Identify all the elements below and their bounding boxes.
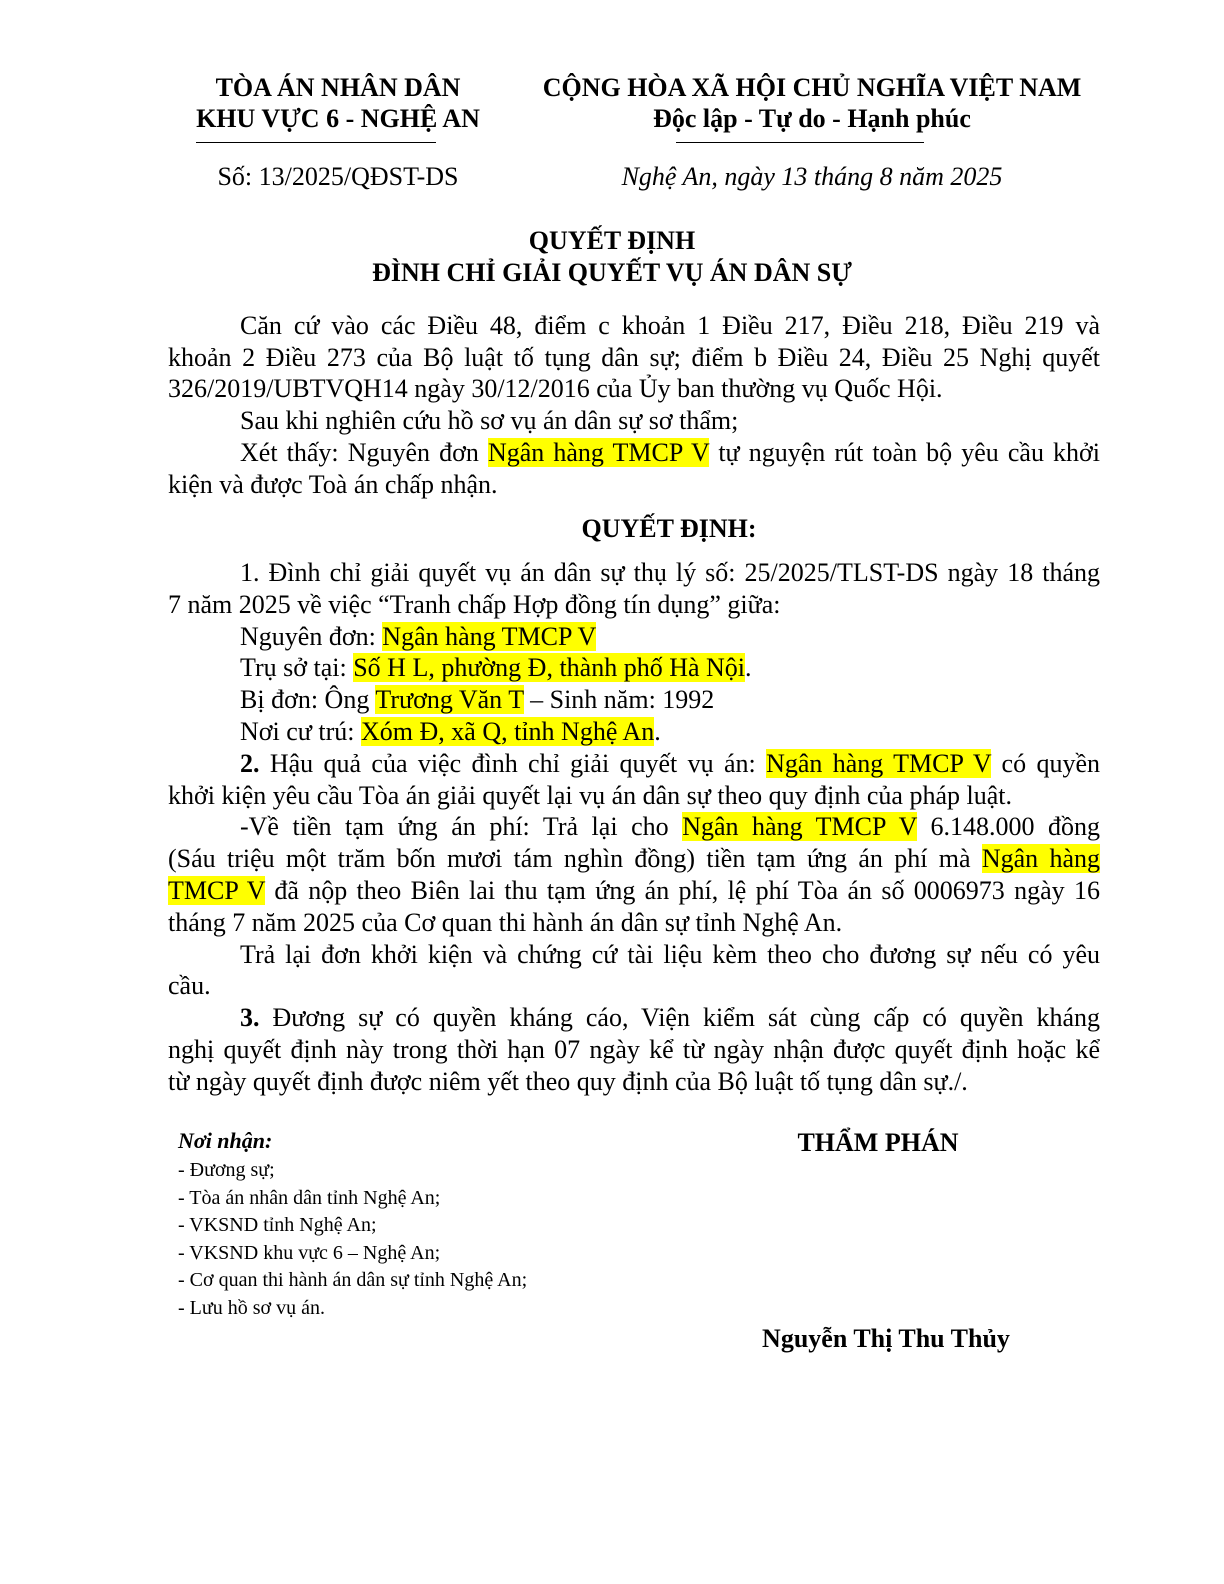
fee-text: -Về tiền tạm ứng án phí: Trả lại cho	[240, 812, 683, 841]
residence-line	[240, 717, 1100, 747]
item3-number: 3.	[240, 1003, 260, 1032]
signer-name: Nguyễn Thị Thu Thủy	[762, 1324, 1010, 1353]
court-name-underline	[196, 142, 436, 143]
item3-text: Đương sự có quyền kháng cáo, Viện kiểm sát cùng cấp có quyền kháng	[259, 1003, 1100, 1032]
preamble-finding	[240, 438, 1100, 468]
preamble-review: Sau khi nghiên cứu hồ sơ vụ án dân sự sơ thẩm;	[240, 406, 739, 435]
headquarters-line	[240, 653, 1100, 683]
item2-text-end: có quyền	[991, 749, 1100, 778]
fee-amount-words: (Sáu triệu một trăm bốn mươi tám nghìn đồng) tiền tạm ứng án phí mà	[168, 844, 982, 873]
fee-line-3	[168, 876, 1100, 906]
preamble-line-2: khoản 2 Điều 273 của Bộ luật tố tụng dân sự; điểm b Điều 24, Điều 25 Nghị quyết	[168, 343, 1100, 372]
court-name-line1: TÒA ÁN NHÂN DÂN	[215, 73, 461, 102]
return-line-1: Trả lại đơn khởi kiện và chứng cứ tài liệu kèm theo cho đương sự nếu có yêu	[240, 940, 1100, 969]
recipient-item: - Tòa án nhân dân tỉnh Nghệ An;	[178, 1187, 441, 1209]
fee-receipt-text: đã nộp theo Biên lai thu tạm ứng án phí, lệ phí Tòa án số 0006973 ngày 16	[265, 876, 1100, 905]
motto-underline	[676, 142, 924, 143]
defendant-birth-year: – Sinh năm: 1992	[523, 685, 715, 714]
return-line-2: cầu.	[168, 971, 211, 1000]
signer-title: THẨM PHÁN	[797, 1128, 959, 1157]
plaintiff-line	[240, 622, 1100, 652]
defendant-line	[240, 685, 1100, 715]
preamble-line-3: 326/2019/UBTVQH14 ngày 30/12/2016 của Ủy ban thường vụ Quốc Hội.	[168, 374, 943, 403]
item3-line-3: từ ngày quyết định được niêm yết theo quy định của Bộ luật tố tụng dân sự./.	[168, 1067, 968, 1096]
item2-text: Hậu quả của việc đình chỉ giải quyết vụ án:	[259, 749, 767, 778]
decision-title: QUYẾT ĐỊNH	[528, 226, 696, 255]
recipient-item: - Cơ quan thi hành án dân sự tỉnh Nghệ An;	[178, 1269, 528, 1291]
decision-heading: QUYẾT ĐỊNH:	[581, 514, 757, 543]
place-and-date: Nghệ An, ngày 13 tháng 8 năm 2025	[621, 162, 1003, 191]
fee-bank-highlight: Ngân hàng TMCP V	[682, 812, 917, 841]
fee-bank-highlight-2: Ngân hàng	[981, 844, 1100, 873]
item2-line-2: khởi kiện yêu cầu Tòa án giải quyết lại vụ án dân sự theo quy định của pháp luật.	[168, 781, 1012, 810]
plaintiff-highlight: Ngân hàng TMCP V	[487, 438, 710, 467]
item1-line-1: 1. Đình chỉ giải quyết vụ án dân sự thụ lý số: 25/2025/TLST-DS ngày 18 tháng	[240, 558, 1100, 587]
finding-text-end: tự nguyện rút toàn bộ yêu cầu khởi	[709, 438, 1101, 467]
residence-address: Xóm Đ, xã Q, tỉnh Nghệ An	[361, 717, 655, 746]
plaintiff-label: Nguyên đơn:	[240, 622, 383, 651]
document-number: Số: 13/2025/QĐST-DS	[217, 162, 459, 191]
fee-line-4: tháng 7 năm 2025 của Cơ quan thi hành án dân sự tỉnh Nghệ An.	[168, 908, 843, 937]
item1-line-2: 7 năm 2025 về việc “Tranh chấp Hợp đồng tín dụng” giữa:	[168, 590, 781, 619]
recipients-heading: Nơi nhận:	[178, 1128, 273, 1153]
recipient-item: - Lưu hồ sơ vụ án.	[178, 1297, 325, 1319]
residence-period: .	[654, 717, 661, 746]
nation-motto: Độc lập - Tự do - Hạnh phúc	[653, 104, 971, 133]
recipient-item: - VKSND khu vực 6 – Nghệ An;	[178, 1242, 441, 1264]
recipient-item: - Đương sự;	[178, 1159, 275, 1181]
preamble-finding-line-2: kiện và được Toà án chấp nhận.	[168, 470, 498, 499]
fee-line-2	[168, 844, 1100, 874]
headquarters-address: Số H L, phường Đ, thành phố Hà Nội	[353, 653, 746, 682]
recipient-item: - VKSND tỉnh Nghệ An;	[178, 1214, 377, 1236]
finding-text: Xét thấy: Nguyên đơn	[240, 438, 488, 467]
plaintiff-name: Ngân hàng TMCP V	[382, 622, 597, 651]
headquarters-period: .	[745, 653, 752, 682]
item2-number: 2.	[240, 749, 260, 778]
item3-line-2: nghị quyết định này trong thời hạn 07 ngày kể từ ngày nhận được quyết định hoặc kể	[168, 1035, 1100, 1064]
fee-amount: 6.148.000 đồng	[916, 812, 1101, 841]
decision-subtitle: ĐÌNH CHỈ GIẢI QUYẾT VỤ ÁN DÂN SỰ	[372, 258, 852, 287]
preamble-line-1: Căn cứ vào các Điều 48, điểm c khoản 1 Điều 217, Điều 218, Điều 219 và	[240, 311, 1100, 340]
fee-bank-highlight-3: TMCP V	[168, 876, 266, 905]
residence-label: Nơi cư trú:	[240, 717, 361, 746]
fee-line-1	[240, 812, 1100, 842]
item3-line-1	[240, 1003, 1100, 1033]
defendant-name: Trương Văn T	[375, 685, 524, 714]
headquarters-label: Trụ sở tại:	[240, 653, 354, 682]
nation-title: CỘNG HÒA XÃ HỘI CHỦ NGHĨA VIỆT NAM	[542, 73, 1082, 102]
item2-line-1	[240, 749, 1100, 779]
defendant-label: Bị đơn: Ông	[240, 685, 376, 714]
court-name-line2: KHU VỰC 6 - NGHỆ AN	[196, 104, 480, 133]
item2-bank-highlight: Ngân hàng TMCP V	[766, 749, 992, 778]
